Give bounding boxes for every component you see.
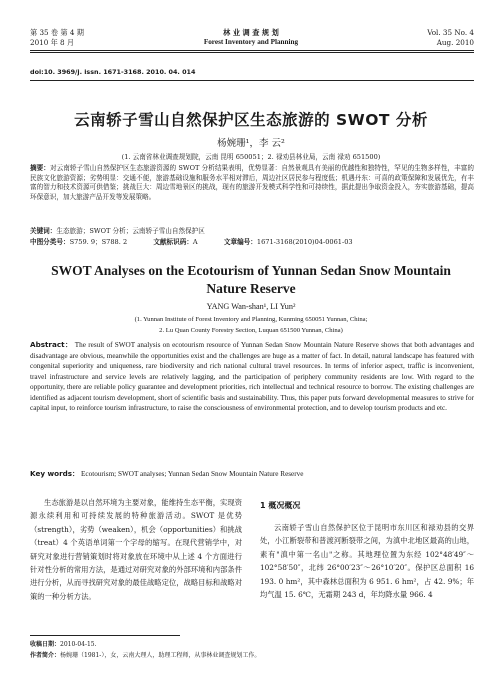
article-id-value: 1671-3168(2010)04-0061-03: [256, 238, 353, 246]
article-id-label: 文章编号：: [223, 238, 257, 246]
abstract-en: [30, 340, 474, 466]
doc-code-label: 文献标识码：: [153, 238, 193, 246]
authors-en: YANG Wan-shan¹, LI Yun²: [206, 302, 296, 311]
received-label: 收稿日期：: [30, 641, 61, 648]
body-left-column: 生态旅游是以自然环境为主要对象，能维持生态平衡，实现资源永续利用和可持续发展的特种旅游活动。SWOT 是优势（strength），劣势（weaken），机会（opportunities）和挑战（treat）4 个英语单词第一个字母的缩写。在现代营销学中，对研究对象进行营销策划时将对象放在环境中从上述 4 个方面进行针对性分析的常用方法，是通过对研究对象的外部环境和内部条件进行分析，从而寻找研究对象的最佳战略定位，战略目标和战略对策的一种分析方法。: [30, 498, 242, 601]
author-bio-label: 作者简介：: [30, 652, 61, 659]
keywords-en: [30, 469, 474, 479]
abstract-en-text: The result of SWOT analysis on ecotourism resource of Yunnan Sedan Snow Mountain Nature Reserve shows that both advantages and disadvantage are obvious, meanwhile the opportunities exist and the challenges are huge as a matter of fact. In detail, natural landscape has featured with congenital superiority and uniqueness, rare biodiversity and rich national cultural travel resources. In terms of inferior aspect, traffic is inconvenient, travel infrastructure and service levels are relatively lagging, and the participation of periphery community residents are low. With regard to the opportunity, there are reliable policy guarantee and development priorities, rich intellectual and technical resource to borrow. The existing challenges are identified as adjacent tourism development, short of scientific basis and sustainability. Thus, this paper puts forward developmental measures to strive for capital input, to reinforce tourism infrastructure, to raise the consciousness of environmental protection, and to develop tourism products and etc.: [30, 341, 474, 412]
abstract-cn-label: 摘要：: [30, 164, 50, 172]
received-date: [30, 640, 474, 649]
keywords-en-label: Key words：: [30, 469, 80, 478]
clc-label: 中图分类号：: [30, 238, 70, 246]
header-rule: [30, 50, 474, 51]
authors-cn: 杨婉珊¹，李 云²: [217, 138, 285, 149]
received-value: 2010-04-15.: [60, 641, 97, 648]
clc-value: S759. 9；S788. 2: [69, 238, 128, 246]
title-en-line-1: SWOT Analyses on the Ecotourism of Yunnan Sedan Snow Mountain: [51, 263, 451, 278]
affiliation-en-2: 2. Lu Quan County Forestry Section, Luquan 651500 Yunnan, China): [159, 327, 343, 334]
keywords-cn: [30, 227, 474, 237]
abstract-en-label: Abstract：: [30, 340, 73, 349]
journal-name-cn: 林 业 调 查 规 划: [223, 28, 279, 37]
doi-rule: [30, 80, 474, 81]
doi: doi:10. 3969/j. issn. 1671-3168. 2010. 04. 014: [30, 68, 196, 76]
author-bio-value: 杨婉珊（1981-），女，云南大理人，助理工程师，从事林业调查规划工作。: [60, 652, 261, 659]
keywords-en-text: Ecotourism; SWOT analyses; Yunnan Sedan Snow Mountain Nature Reserve: [81, 470, 304, 478]
affiliation-en-1: (1. Yunnan Institute of Forest Inventory and Planning, Kunming 650051 Yunnan, China;: [134, 316, 368, 323]
body-right-column: 云南轿子雪山自然保护区位于昆明市东川区和禄劝县的交界处，小江断裂带和普渡河断裂带之间，为滇中北地区最高的山地，素有"滇中第一名山"之称。其地理位置为东经 102°48′49″～102°58′50″，北纬 26°00′23″～26°10′20″。保护区总面积 16 193. 0 hm²，其中森林总面积为 6 951. 6 hm²，占 42. 9%；年均气温 15. 6℃，无霜期 243 d，年均降水量 966. 4: [260, 523, 474, 600]
classification-cn: [30, 238, 474, 248]
header-volume: Vol. 35 No. 4: [427, 28, 474, 37]
title-cn: 云南轿子雪山自然保护区生态旅游的 SWOT 分析: [74, 111, 428, 129]
header-date: 2010 年 8 月: [30, 38, 75, 47]
title-en-line-2: Nature Reserve: [206, 281, 296, 296]
keywords-cn-text: 生态旅游；SWOT 分析；云南轿子雪山自然保护区: [56, 227, 205, 235]
journal-name-en: Forest Inventory and Planning: [203, 38, 299, 46]
keywords-cn-label: 关键词：: [30, 227, 57, 235]
abstract-cn: [30, 164, 474, 221]
author-bio: [30, 651, 474, 660]
doc-code-value: A: [192, 238, 198, 246]
abstract-cn-text: 对云南轿子雪山自然保护区生态旅游资源的 SWOT 分析结果表明，优势显著：自然景观具有美丽的优越性和独特性，罕见的生物多样性，丰富的民族文化旅游资源；劣势明显：交通不便，旅游基础设施和服务水平相对滞后，周边社区居民参与程度低；机遇丹东：可喜的政策保障和发展优先，有丰富的智力和技术资源可供借鉴；挑战巨大：周边雪地景区的挑战，现有的旅游开发模式科学性和可持续性，据此提出争取资金投入，夯实旅游基础，提高环保意识，加大旅游产品开发等发展策略。: [30, 164, 474, 201]
header-rule-thin: [30, 52, 474, 53]
header-issue: 第 35 卷 第 4 期: [30, 28, 84, 37]
section-1-title: 1 概况概况: [260, 501, 301, 510]
header-month: Aug. 2010: [436, 38, 474, 47]
affiliation-cn: (1. 云南省林业调查规划院，云南 昆明 650051；2. 禄劝县林业局，云南 禄劝 651500): [121, 153, 381, 161]
footnote-rule: [30, 635, 180, 636]
